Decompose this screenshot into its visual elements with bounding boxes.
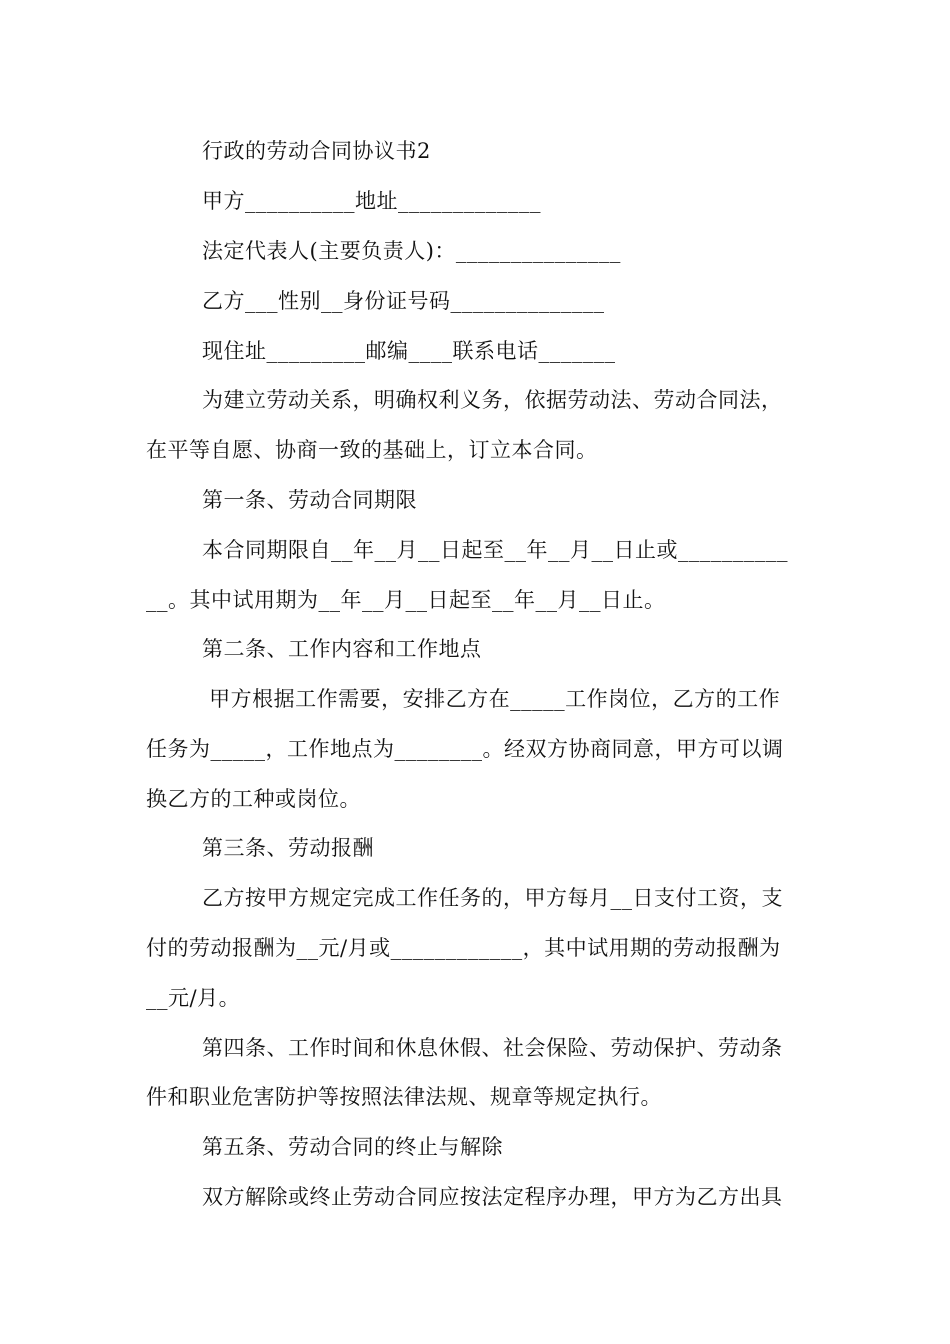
article-3-line-3: __元/月。 xyxy=(146,986,241,1010)
preamble-line-2: 在平等自愿、协商一致的基础上，订立本合同。 xyxy=(146,438,598,462)
article-3-line-2: 付的劳动报酬为__元/月或____________，其中试用期的劳动报酬为 xyxy=(146,936,781,960)
article-4-line-1: 第四条、工作时间和休息休假、社会保险、劳动保护、劳动条 xyxy=(202,1036,783,1060)
article-1-heading: 第一条、劳动合同期限 xyxy=(202,488,417,512)
party-b-line: 乙方___性别__身份证号码______________ xyxy=(202,289,605,313)
preamble-line-1: 为建立劳动关系，明确权利义务，依据劳动法、劳动合同法， xyxy=(202,388,783,412)
article-2-line-1: 甲方根据工作需要，安排乙方在_____工作岗位，乙方的工作 xyxy=(202,687,781,711)
article-1-line-1: 本合同期限自__年__月__日起至__年__月__日止或__________ xyxy=(202,538,788,562)
legal-representative-line: 法定代表人(主要负责人)：_______________ xyxy=(202,239,621,263)
article-5-heading: 第五条、劳动合同的终止与解除 xyxy=(202,1135,503,1159)
document-title: 行政的劳动合同协议书2 xyxy=(202,139,431,163)
article-3-line-1: 乙方按甲方规定完成工作任务的，甲方每月__日支付工资，支 xyxy=(202,886,783,910)
article-2-heading: 第二条、工作内容和工作地点 xyxy=(202,637,482,661)
article-3-heading: 第三条、劳动报酬 xyxy=(202,836,374,860)
article-5-line-1: 双方解除或终止劳动合同应按法定程序办理，甲方为乙方出具 xyxy=(202,1185,783,1209)
address-line: 现住址_________邮编____联系电话_______ xyxy=(202,339,616,363)
article-2-line-3: 换乙方的工种或岗位。 xyxy=(146,787,361,811)
article-4-line-2: 件和职业危害防护等按照法律法规、规章等规定执行。 xyxy=(146,1085,662,1109)
party-a-line: 甲方__________地址_____________ xyxy=(202,189,541,213)
article-2-line-2: 任务为_____，工作地点为________。经双方协商同意，甲方可以调 xyxy=(146,737,784,761)
article-1-line-2: __。其中试用期为__年__月__日起至__年__月__日止。 xyxy=(146,588,666,612)
